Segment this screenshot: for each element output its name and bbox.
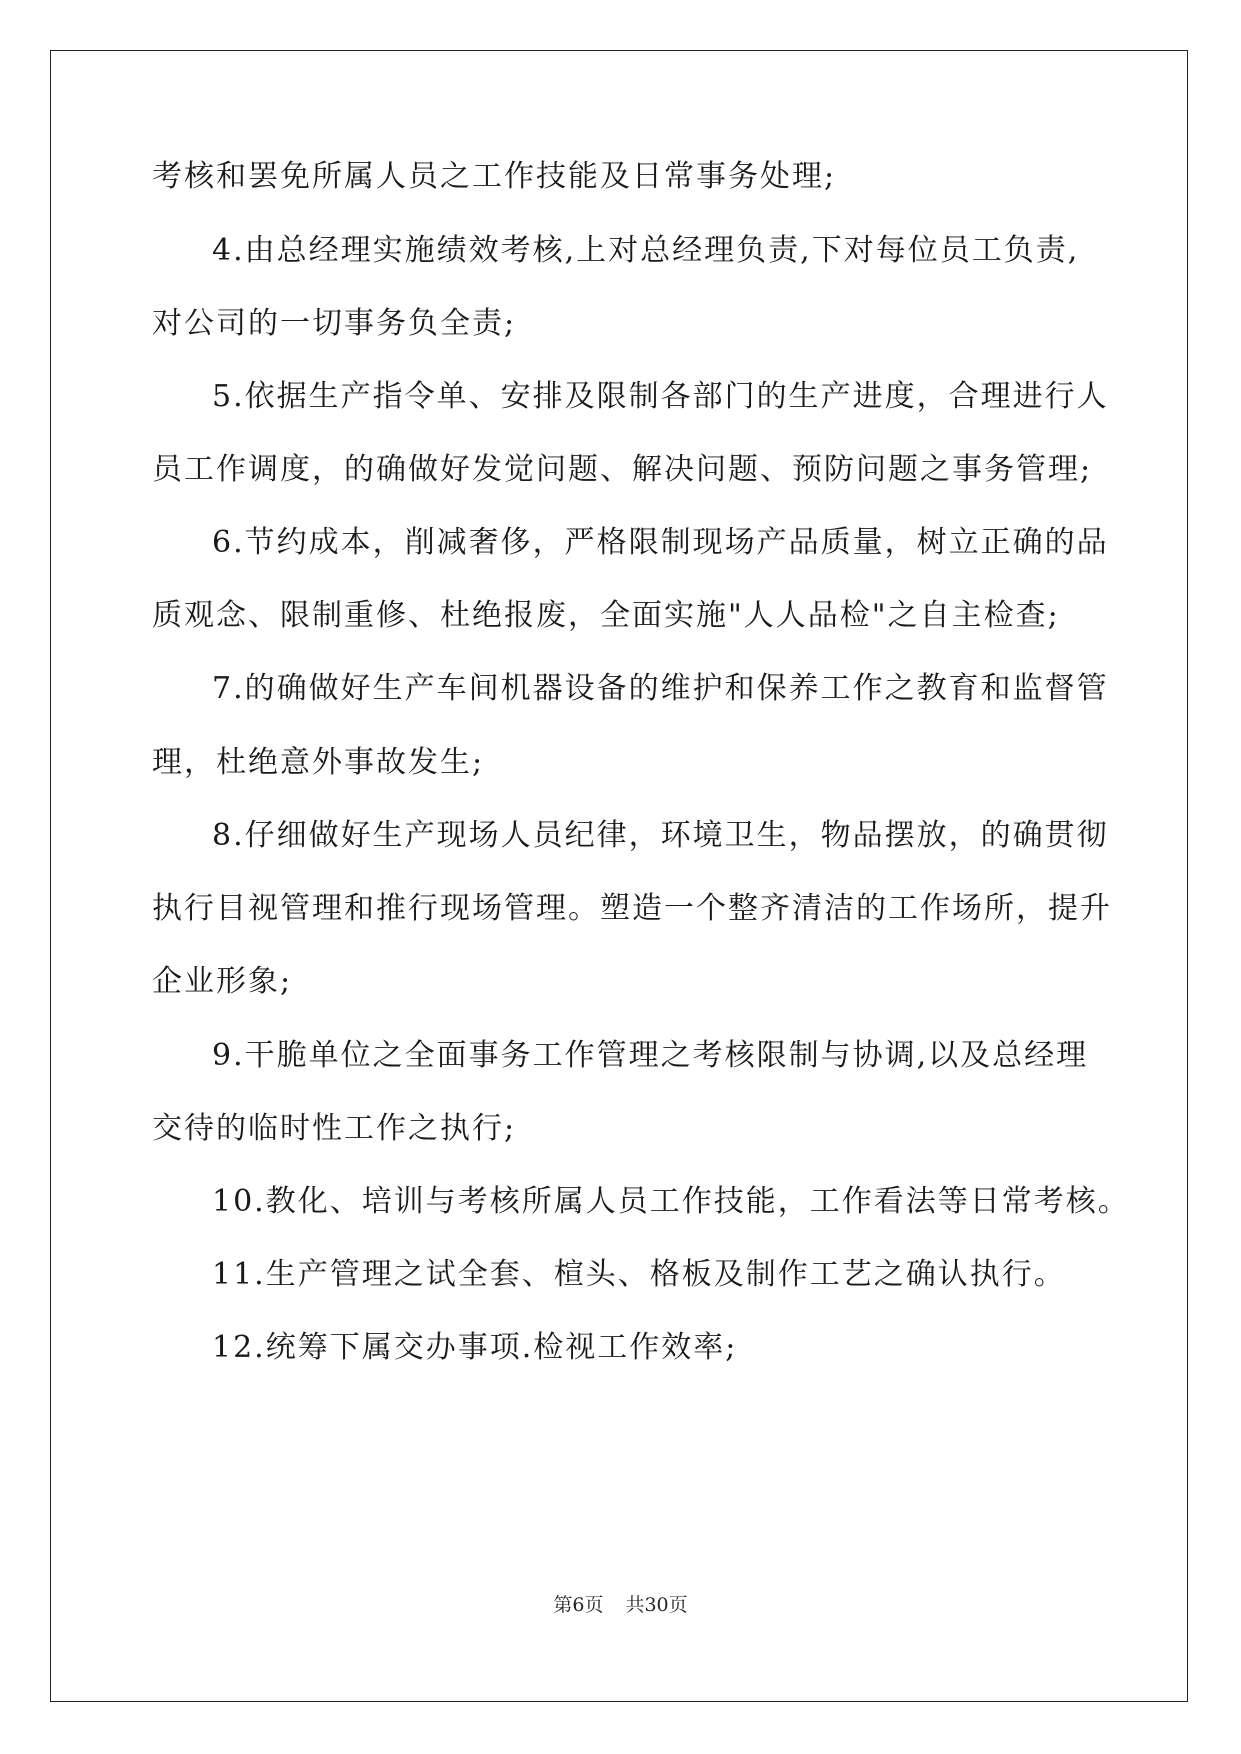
page-border <box>50 50 1188 1702</box>
page-total: 共30页 <box>625 1594 688 1616</box>
text-line: 7.的确做好生产车间机器设备的维护和保养工作之教育和监督管 <box>212 671 1109 706</box>
text-line: 6.节约成本，削减奢侈，严格限制现场产品质量，树立正确的品 <box>212 525 1109 560</box>
text-line: 员工作调度，的确做好发觉问题、解决问题、预防问题之事务管理; <box>152 452 1093 487</box>
page-footer <box>0 1590 1241 1617</box>
text-line: 10.教化、培训与考核所属人员工作技能，工作看法等日常考核。 <box>212 1184 1130 1219</box>
text-line: 执行目视管理和推行现场管理。塑造一个整齐清洁的工作场所，提升 <box>152 891 1112 926</box>
text-line: 对公司的一切事务负全责; <box>152 306 517 341</box>
page-number: 第6页 <box>553 1594 604 1616</box>
text-line: 企业形象; <box>152 964 293 999</box>
text-line: 8.仔细做好生产现场人员纪律，环境卫生，物品摆放，的确贯彻 <box>212 818 1109 853</box>
text-line: 12.统筹下属交办事项.检视工作效率; <box>212 1330 738 1365</box>
text-line: 交待的临时性工作之执行; <box>152 1111 517 1146</box>
text-line: 考核和罢免所属人员之工作技能及日常事务处理; <box>152 159 837 194</box>
text-line: 质观念、限制重修、杜绝报废，全面实施"人人品检"之自主检查; <box>152 598 1060 633</box>
text-line: 9.干脆单位之全面事务工作管理之考核限制与协调,以及总经理 <box>212 1038 1089 1073</box>
text-line: 5.依据生产指令单、安排及限制各部门的生产进度，合理进行人 <box>212 379 1109 414</box>
text-line: 4.由总经理实施绩效考核,上对总经理负责,下对每位员工负责, <box>212 233 1080 268</box>
text-line: 11.生产管理之试全套、楦头、格板及制作工艺之确认执行。 <box>212 1257 1066 1292</box>
text-line: 理，杜绝意外事故发生; <box>152 745 485 780</box>
